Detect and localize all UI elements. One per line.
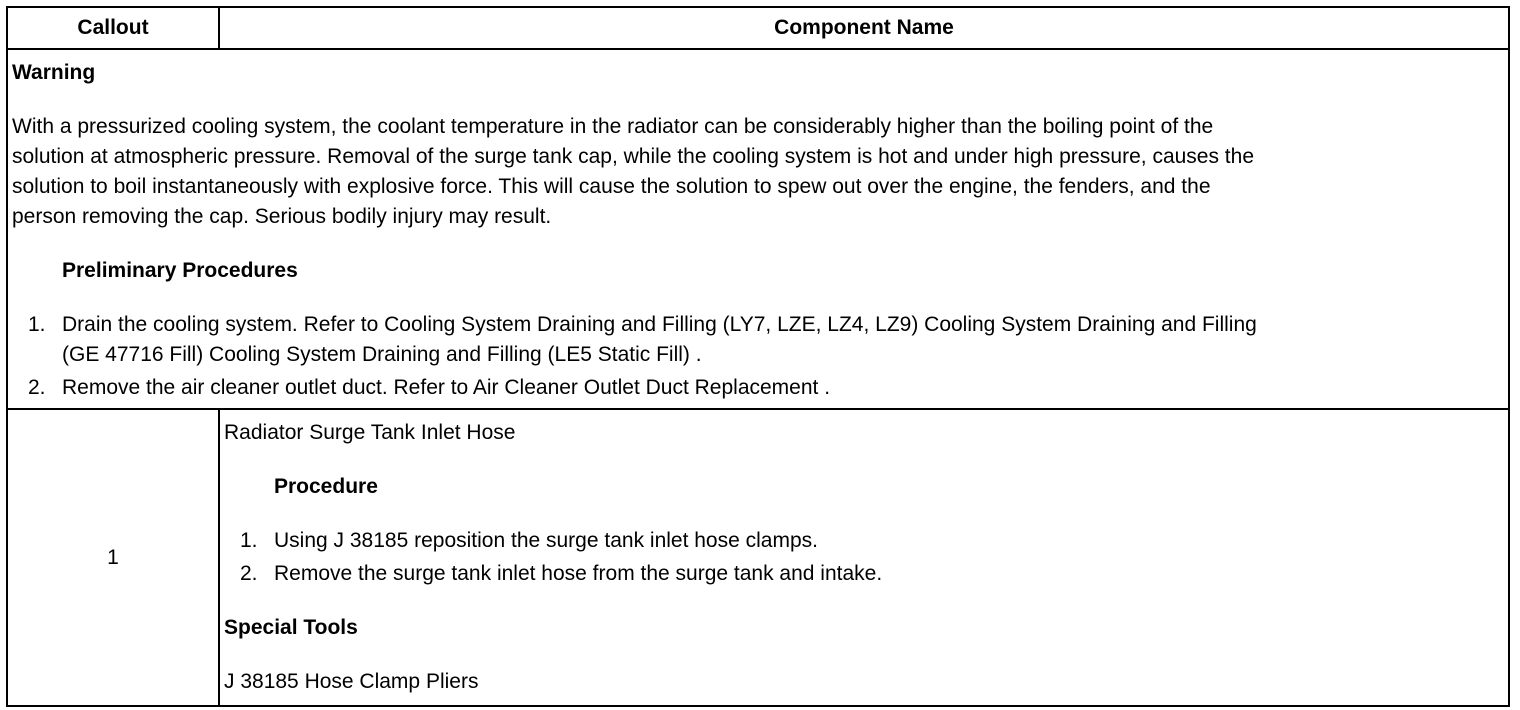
warning-text-line: With a pressurized cooling system, the coolant temperature in the radiator can be considerably higher than the boiling point of the <box>12 115 1214 138</box>
procedure-title: Procedure <box>274 475 378 498</box>
warning-text-line: solution at atmospheric pressure. Removal of the surge tank cap, while the cooling system is hot and under high pressure, causes the <box>12 145 1255 168</box>
warning-text-line: person removing the cap. Serious bodily injury may result. <box>12 205 552 228</box>
component-table <box>6 6 1510 707</box>
step-number: 2. <box>240 562 258 585</box>
step-text: Using J 38185 reposition the surge tank inlet hose clamps. <box>274 529 818 552</box>
step-number: 1. <box>240 529 258 552</box>
warning-title: Warning <box>12 61 96 84</box>
component-name-column-header: Component Name <box>774 16 954 39</box>
list-item <box>12 373 1502 403</box>
list-item <box>12 310 1502 370</box>
warning-text <box>12 112 1502 232</box>
table-row <box>8 410 1508 705</box>
procedure-steps-list <box>224 526 1504 589</box>
callout-number: 1 <box>107 545 119 569</box>
step-number: 1. <box>28 313 46 336</box>
step-number: 2. <box>28 376 46 399</box>
callout-column-header: Callout <box>8 8 220 48</box>
table-header-row <box>8 8 1508 50</box>
step-text-line: Remove the air cleaner outlet duct. Refer to Air Cleaner Outlet Duct Replacement . <box>62 376 831 399</box>
special-tools-title: Special Tools <box>224 616 358 639</box>
warning-text-line: solution to boil instantaneously with explosive force. This will cause the solution to spew out over the engine, the fenders, and the <box>12 175 1211 198</box>
special-tools-item: J 38185 Hose Clamp Pliers <box>224 670 479 693</box>
preliminary-steps-list <box>12 310 1502 403</box>
warning-row <box>8 50 1508 410</box>
list-item <box>224 559 1504 589</box>
callout-cell <box>8 410 220 705</box>
component-name: Radiator Surge Tank Inlet Hose <box>224 421 516 444</box>
preliminary-procedures-title: Preliminary Procedures <box>62 259 298 282</box>
step-text-line: Drain the cooling system. Refer to Cooling System Draining and Filling (LY7, LZE, LZ4, LZ9) Cooling System Draining and Filling <box>62 313 1257 336</box>
step-text-line: (GE 47716 Fill) Cooling System Draining and Filling (LE5 Static Fill) . <box>62 343 702 366</box>
component-cell <box>224 418 1504 697</box>
list-item <box>224 526 1504 556</box>
warning-block <box>12 58 1502 403</box>
step-text: Remove the surge tank inlet hose from the surge tank and intake. <box>274 562 883 585</box>
